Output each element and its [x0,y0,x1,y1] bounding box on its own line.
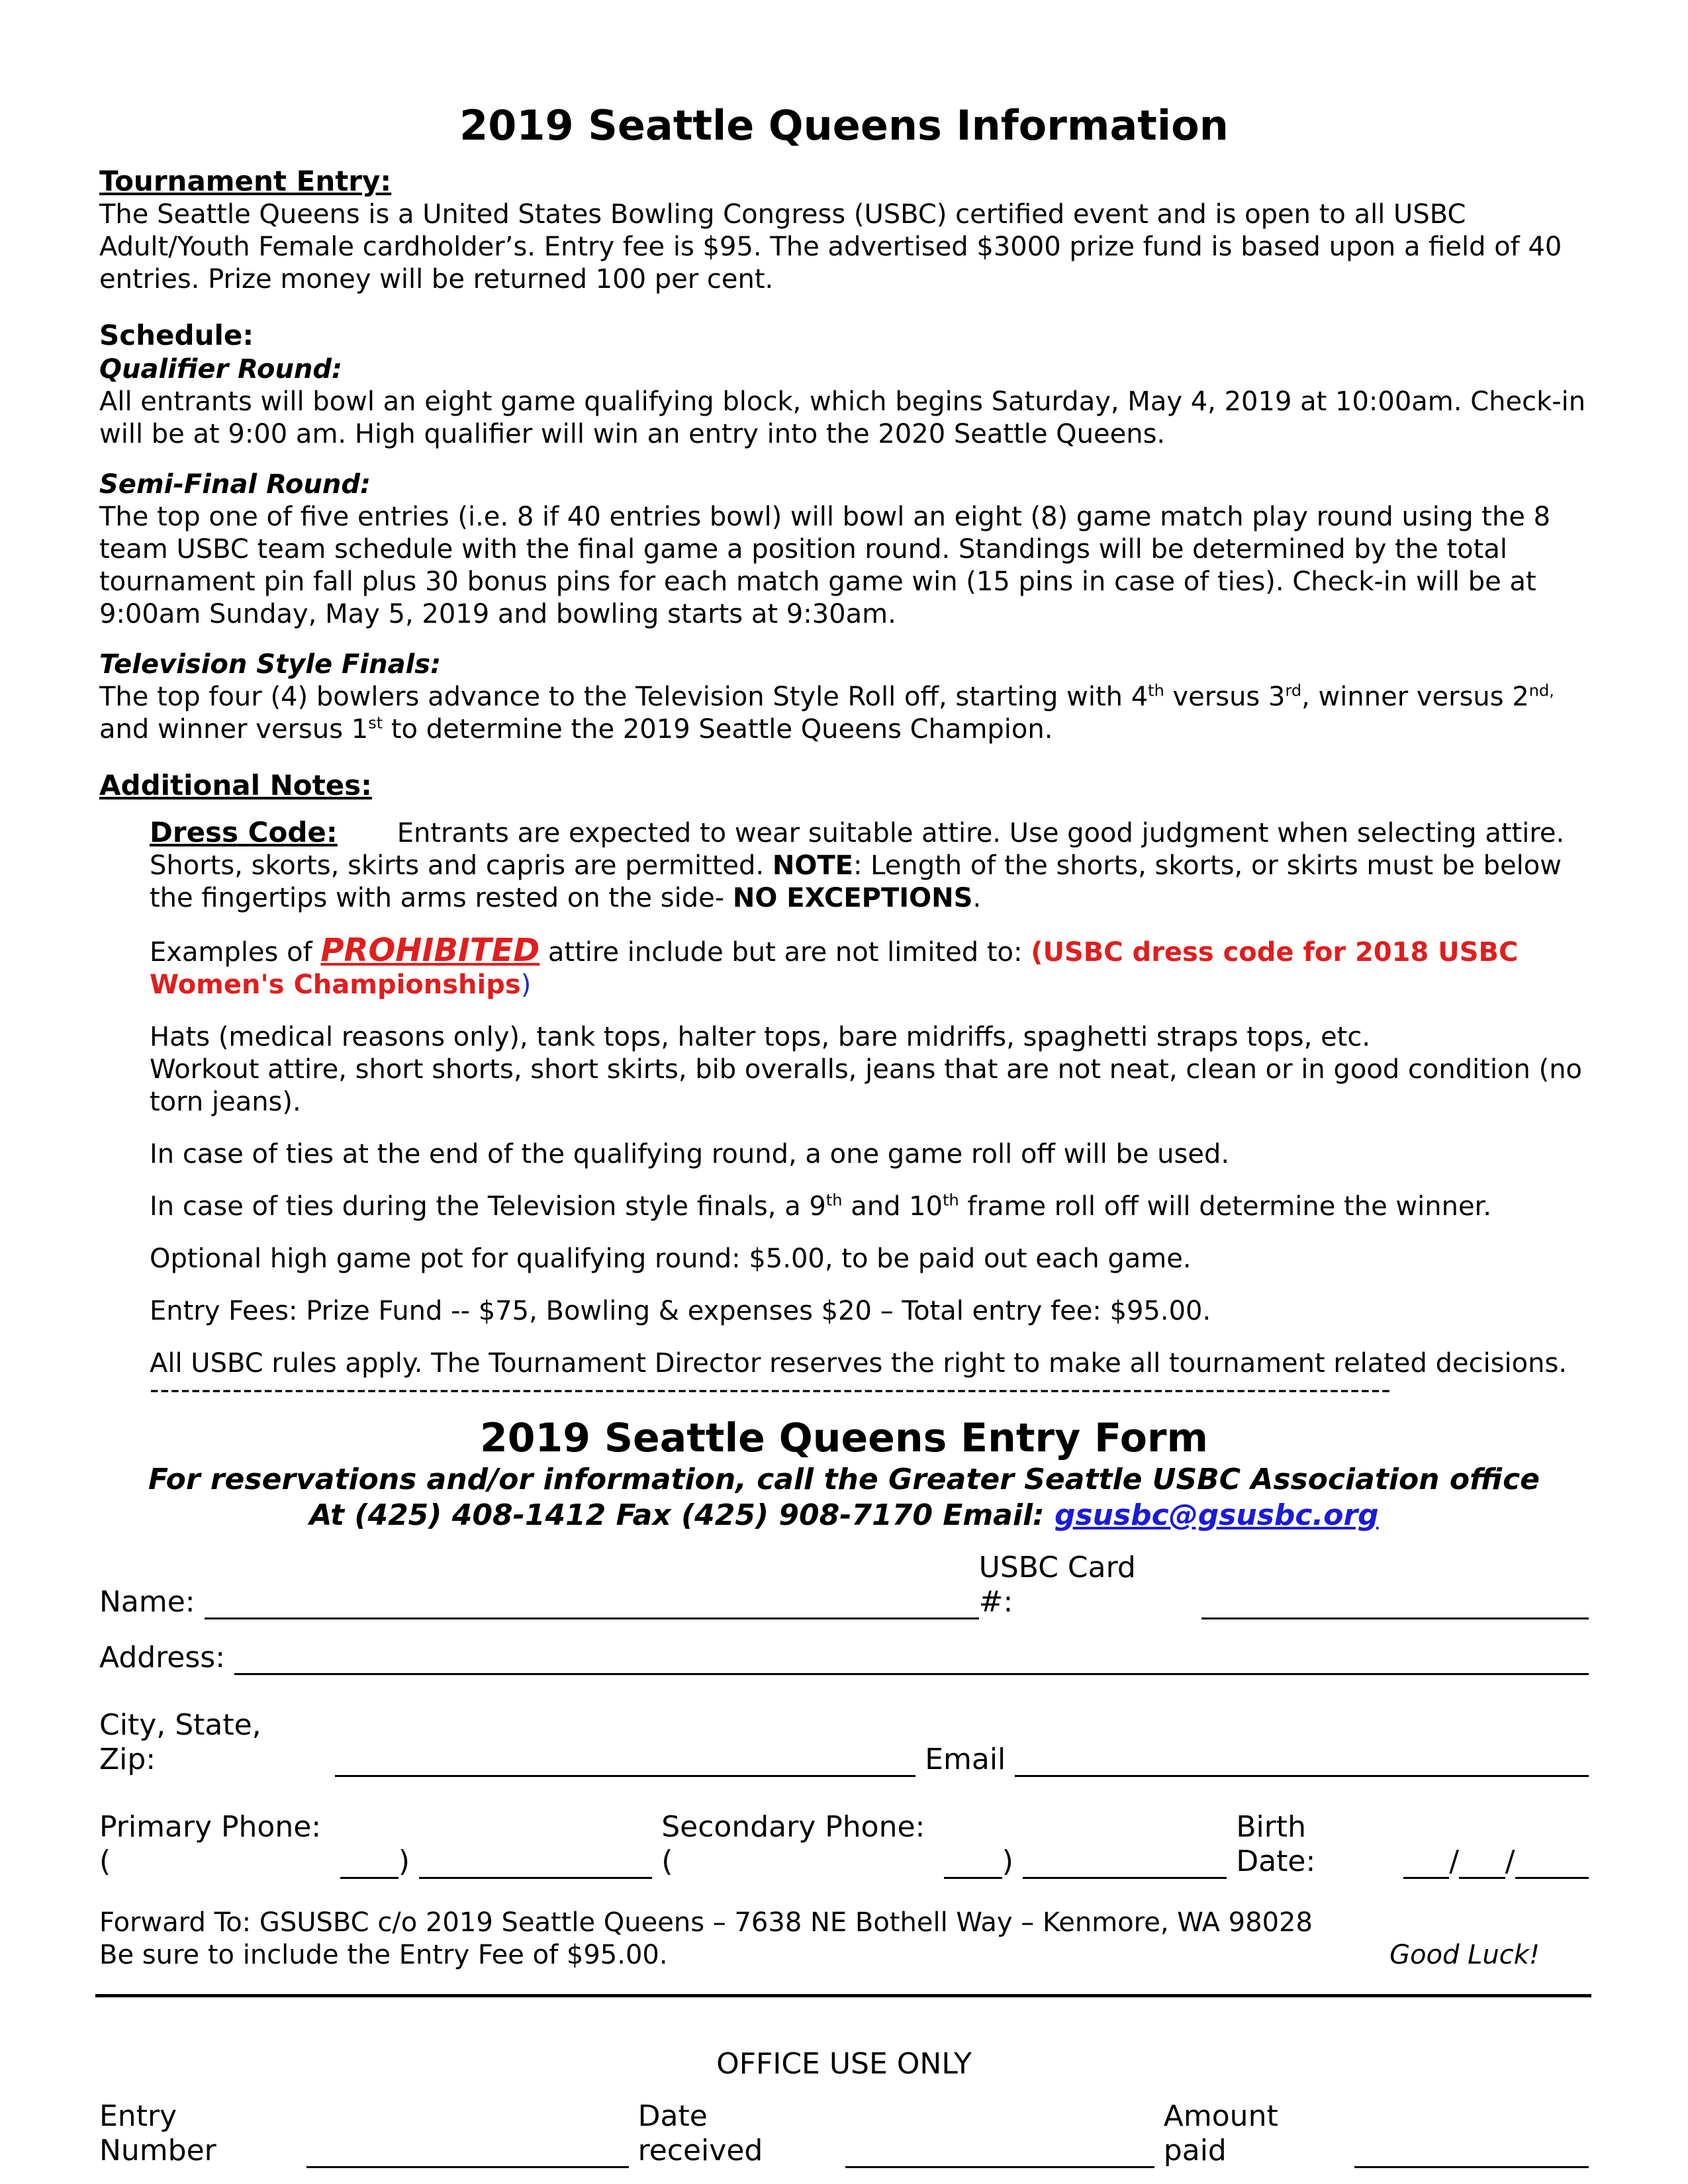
address-label: Address: [99,1641,226,1674]
forward-to-address: Forward To: GSUSBC c/o 2019 Seattle Queens – 7638 NE Bothell Way – Kenmore, WA 98028 [99,1907,1313,1938]
high-game-note: Optional high game pot for qualifying round: $5.00, to be paid out each game. [150,1244,1192,1274]
good-luck-text: Good Luck! [1389,1940,1540,1970]
office-use-heading: OFFICE USE ONLY [716,2047,972,2081]
semi-final-text: The top one of five entries (i.e. 8 if 40 entries bowl) will bowl an eight (8) game match play round using the 8 team USBC team schedule with the final game a position round. Standings will be determined by the total tournament pin fall plus 30 bonus pins for each match game win (15 pins in case of ties). Check-in will be at 9:00am Sunday, May 5, 2019 and bowling starts at 9:30am. [99,502,1551,629]
prohibited-label: PROHIBITED [320,932,540,969]
qualifier-heading: Qualifier Round: [99,354,343,385]
secondary-phone-field[interactable] [1023,1846,1227,1879]
tournament-entry-heading: Tournament Entry: [99,165,392,197]
schedule-heading: Schedule: [99,319,254,351]
city-state-zip-field[interactable] [335,1745,915,1777]
dashed-divider: ------------------------------------------------------------------------------------------------------------------------ [150,1380,1392,1400]
qualifier-text: All entrants will bowl an eight game qualifying block, which begins Saturday, May 4, 2019 at 10:00am. Check-in will be at 9:00 am. High qualifier will win an entry into the 2020 Seattle Queens. [99,387,1586,449]
dress-code-label: Dress Code: [150,816,338,848]
address-row [99,1641,1589,1675]
email-link[interactable]: gsusbc@gsusbc.org [1054,1498,1379,1532]
semi-final-heading: Semi-Final Round: [99,469,371,500]
email-field[interactable] [1015,1745,1589,1777]
primary-area-code-field[interactable] [340,1846,399,1879]
entry-form-title: 2019 Seattle Queens Entry Form [479,1415,1209,1461]
birth-month-field[interactable] [1403,1846,1450,1879]
secondary-phone-label: Secondary Phone: ( [661,1810,925,1878]
entry-number-field[interactable] [306,2136,628,2168]
birth-day-field[interactable] [1459,1846,1505,1879]
ties-tv-note: In case of ties during the Television style finals, a 9th and 10th frame roll off will determine the winner. [150,1191,1492,1222]
name-field[interactable] [205,1587,979,1619]
rules-note: All USBC rules apply. The Tournament Director reserves the right to make all tournament related decisions. [150,1348,1568,1379]
tournament-entry-text: The Seattle Queens is a United States Bowling Congress (USBC) certified event and is open to all USBC Adult/Youth Female cardholder’s. Entry fee is $95. The advertised $3000 prize fund is based upon a field of 40 entries. Prize money will be returned 100 per cent. [99,199,1562,295]
contact-line: At (425) 408-1412 Fax (425) 908-7170 Email: gsusbc@gsusbc.org [309,1498,1379,1532]
birth-year-field[interactable] [1515,1846,1589,1879]
primary-phone-label: Primary Phone: ( [99,1810,322,1878]
ties-qualifying-note: In case of ties at the end of the qualifying round, a one game roll off will be used. [150,1139,1230,1169]
city-label: City, State, Zip: [99,1708,261,1776]
document-page [99,99,1589,2168]
name-label: Name: [99,1585,195,1619]
date-received-label: Date received [637,2099,763,2167]
birth-date-label: Birth Date: [1236,1810,1316,1878]
page-title: 2019 Seattle Queens Information [459,101,1229,150]
name-row [99,1551,1589,1619]
prohibited-examples-paragraph: Examples of PROHIBITED attire include but are not limited to: (USBC dress code for 2018 USBC Women's Championships) [150,932,1519,1000]
city-row [99,1708,1589,1777]
entry-form-subtitle: For reservations and/or information, call the Greater Seattle USBC Association office [148,1463,1540,1496]
phone-row: Primary Phone: ( ) Secondary Phone: ( ) Birth Date: / / [99,1810,1589,1879]
include-fee-text: Be sure to include the Entry Fee of $95.00. [99,1940,668,1970]
primary-phone-field[interactable] [419,1846,652,1879]
amount-paid-field[interactable] [1354,2136,1589,2168]
dress-code-paragraph: Dress Code: Entrants are expected to wear suitable attire. Use good judgment when selecting attire. Shorts, skorts, skirts and capris are permitted. NOTE: Length of the shorts, skorts, or skirts must be below the fingertips with arms rested on the side- NO EXCEPTIONS. [150,816,1565,913]
tv-finals-text: The top four (4) bowlers advance to the Television Style Roll off, starting with 4th versus 3rd, winner versus $2^{nd,}$ and winner versus 1st to determine the 2019 Seattle Queens Champion. [99,681,1554,745]
amount-paid-label: Amount paid [1163,2099,1278,2167]
office-row [99,2099,1589,2168]
usbc-card-field[interactable] [1201,1587,1589,1619]
fee-reminder-row [99,1939,1540,1972]
card-label: USBC Card #: [978,1551,1136,1619]
tv-finals-heading: Television Style Finals: [99,649,442,680]
date-received-field[interactable] [845,2136,1154,2168]
secondary-area-code-field[interactable] [944,1846,1002,1879]
entry-fees-note: Entry Fees: Prize Fund -- $75, Bowling & expenses $20 – Total entry fee: $95.00. [150,1296,1211,1326]
prohibited-list: Hats (medical reasons only), tank tops, halter tops, bare midriffs, spaghetti straps tops, etc. Workout attire, short shorts, short skirts, bib overalls, jeans that are not neat, clean or in good condition (no torn jeans). [150,1022,1583,1117]
entry-number-label: Entry Number [99,2099,216,2167]
additional-notes-heading: Additional Notes: [99,769,372,801]
address-field[interactable] [234,1643,1589,1675]
email-label: Email [925,1743,1006,1776]
usbc-dress-code-link[interactable]: USBC dress code for 2018 USBC Women's Championships [150,937,1519,1000]
